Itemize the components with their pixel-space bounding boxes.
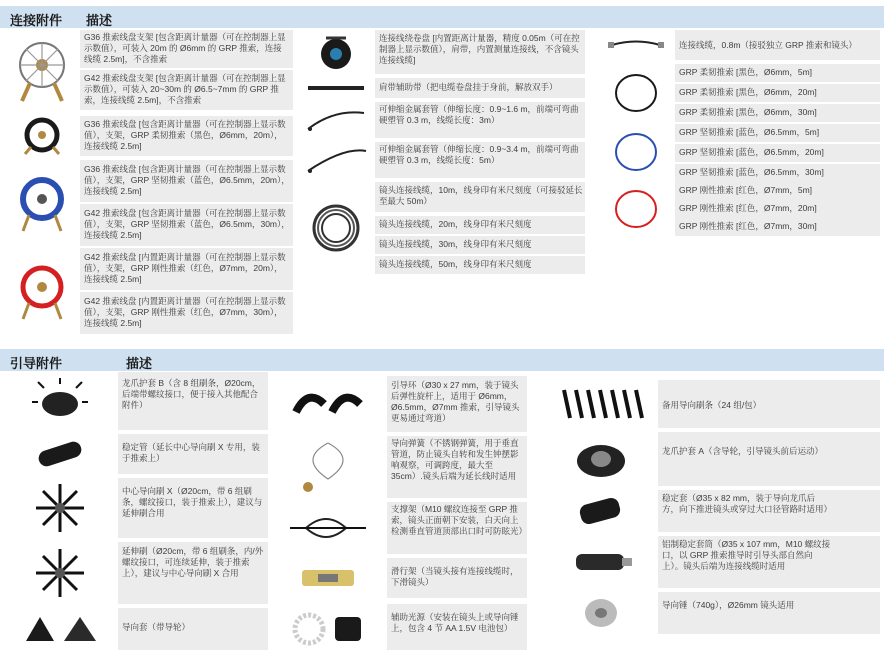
s2c3-row-2: [658, 432, 880, 486]
reel-red-image: [6, 248, 78, 334]
extension-brush-image: [6, 542, 114, 604]
s1c3-desc-8: GRP 刚性推索 [红色，Ø7mm，5m]: [679, 185, 813, 195]
s1c3-row-4: [675, 104, 880, 122]
s1c3-desc-4: GRP 柔韧推索 [黑色，Ø6mm，30m]: [679, 107, 817, 117]
s2c1-row-3: [118, 478, 268, 538]
s1c1-desc-7: G42 推索线盘 [内置距离计量器（可在控制器上显示数值），支架，GRP 刚性推索（红色，Ø7mm，30m），连接线缆 2.5m]: [84, 296, 286, 328]
guide-weight-image: [548, 592, 654, 634]
reel-blue-image: [6, 160, 78, 246]
s1c3-row-2: [675, 64, 880, 82]
brush-b-image: [6, 372, 114, 430]
s1c1-row-3: [80, 116, 293, 156]
s2c1-row-4: [118, 542, 268, 604]
s1c1-row-2: [80, 70, 293, 110]
s1c3-desc-10: GRP 刚性推索 [红色，Ø7mm，30m]: [679, 221, 817, 231]
section2-header: [0, 349, 884, 371]
spare-brushes-image: [548, 380, 654, 428]
s2c3-row-4: [658, 536, 880, 588]
s2c1-desc-4: 延伸刷（Ø20cm，带 6 组刷条，内/外螺纹接口，可连续延伸，装于推索上），建议与中心导向刷 X 合用: [122, 546, 264, 578]
s1c1-desc-2: G42 推索线盘支架 [包含距离计量器（可在控制器上显示数值），可装入 20~30m 的 Ø6.5~7mm 的 GRP 推索，连接线缆 2.5m]，不含推索: [84, 73, 286, 105]
section2-desc-label: 描述: [126, 356, 153, 371]
guide-ring-image: [272, 376, 384, 432]
grp-rod-black-image: [600, 64, 672, 122]
s2c1-desc-5: 导向套（带导轮）: [122, 622, 191, 632]
section1-header: [0, 6, 884, 28]
s2c1-desc-1: 龙爪护套 B（含 8 组刷条，Ø20cm，后端带螺纹接口，便于接入其他配合附件）: [122, 378, 261, 410]
s1c2-desc-6: 镜头连接线缆，20m，线身印有米尺刻度: [379, 219, 532, 229]
s1c3-row-5: [675, 124, 880, 142]
s2c2-row-3: [387, 502, 527, 554]
s1c2-desc-1: 连接线绕卷盘 [内置距离计量器，精度 0.05m（可在控制器上显示数值），肩带，内置测量连接线，不含镜头连接线缆]: [379, 33, 580, 65]
s2c2-desc-5: 辅助光源（安装在镜头上或导向锤上，包含 4 节 AA 1.5V 电池包）: [391, 612, 519, 633]
s1c2-desc-2: 肩带辅助带（把电缆卷盘挂于身前，解放双手）: [379, 82, 558, 92]
s1c3-row-7: [675, 164, 880, 182]
skid-frame-image: [272, 558, 384, 598]
s1c2-desc-4: 可伸缩金属套管（伸缩长度：0.9~3.4 m，前端可弯曲硬塑管 0.3 m，线缆长度：5m）: [379, 144, 579, 165]
section2-col-label: 引导附件: [10, 356, 63, 371]
s1c3-desc-1: 连接线缆，0.8m（接驳独立 GRP 推索和镜头）: [679, 40, 857, 50]
section1-col-label: 连接附件: [10, 13, 63, 28]
stabilizer-sleeve-image: [548, 490, 654, 532]
s1c1-row-1: [80, 30, 293, 68]
cable-drum-image: [300, 30, 372, 74]
s2c1-row-1: [118, 372, 268, 430]
s1c3-desc-6: GRP 坚韧推索 [蓝色，Ø6.5mm，20m]: [679, 147, 824, 157]
s2c2-row-2: [387, 436, 527, 498]
section1-desc-label: 描述: [86, 13, 113, 28]
s1c3-row-1: [675, 30, 880, 60]
s2c3-row-3: [658, 490, 880, 532]
s1c2-desc-7: 镜头连接线缆，30m，线身印有米尺刻度: [379, 239, 532, 249]
s2c3-desc-3: 稳定套（Ø35 x 82 mm，装于导向龙爪后方，向下推进镜头或穿过大口径管路时适用）: [662, 493, 833, 514]
s1c2-row-4: [375, 142, 585, 178]
s1c3-desc-9: GRP 刚性推索 [红色，Ø7mm，20m]: [679, 203, 817, 213]
s1c3-row-9: [675, 200, 880, 218]
telescopic-rod-long-image: [300, 142, 372, 178]
s1c3-row-10: [675, 218, 880, 236]
camera-cable-coil-image: [300, 182, 372, 274]
s1c2-desc-3: 可伸缩金属套管（伸缩长度：0.9~1.6 m，前端可弯曲硬塑管 0.3 m，线缆长度：3m）: [379, 104, 579, 125]
reel-black-image: [6, 116, 78, 156]
brush-a-image: [548, 432, 654, 486]
s1c2-row-1: [375, 30, 585, 74]
s1c2-row-2: [375, 78, 585, 98]
s1c2-row-7: [375, 236, 585, 254]
s2c2-row-4: [387, 558, 527, 598]
s1c3-row-6: [675, 144, 880, 162]
s2c3-desc-4: 铝制稳定套筒（Ø35 x 107 mm，M10 螺纹接口，以 GRP 推索推导时引导头部自然向上）。镜头后端为连接线缆时适用: [662, 539, 831, 571]
s1c1-desc-3: G36 推索线盘 [包含距离计量器（可在控制器上显示数值），支架，GRP 柔韧推索（黑色，Ø6mm，20m），连接线缆 2.5m]: [84, 119, 286, 151]
s1c3-desc-5: GRP 坚韧推索 [蓝色，Ø6.5mm，5m]: [679, 127, 820, 137]
s2c2-desc-2: 导向弹簧（不锈钢弹簧，用于垂直管道，防止镜头自转和发生钟摆影响观察，可调跨度，最大至 35cm）.镜头后端为延长线时适用: [391, 438, 519, 481]
s2c3-desc-2: 龙爪护套 A（含导轮，引导镜头前后运动）: [662, 446, 824, 456]
s1c1-row-5: [80, 204, 293, 246]
center-brush-x-image: [6, 478, 114, 538]
s2c1-row-2: [118, 434, 268, 474]
s1c3-desc-7: GRP 坚韧推索 [蓝色，Ø6.5mm，30m]: [679, 167, 824, 177]
s2c1-desc-2: 稳定管（延长中心导向刷 X 专用，装于推索上）: [122, 442, 260, 463]
grp-rod-red-image: [600, 182, 672, 236]
aux-light-image: [272, 604, 384, 650]
aluminum-sleeve-image: [548, 536, 654, 588]
s1c3-desc-2: GRP 柔韧推索 [黑色，Ø6mm，5m]: [679, 67, 813, 77]
guide-sleeve-image: [6, 608, 114, 650]
s2c1-row-5: [118, 608, 268, 650]
s2c2-desc-1: 引导环（Ø30 x 27 mm，装于镜头后弹性旋杆上，适用于 Ø6mm，Ø6.5mm，Ø7mm 推索，引导镜头更易通过弯道）: [391, 380, 520, 423]
s1c1-row-7: [80, 292, 293, 334]
stabilizer-tube-image: [6, 434, 114, 474]
s1c1-desc-1: G36 推索线盘支架 [包含距离计量器（可在控制器上显示数值），可装入 20m 的 Ø6mm 的 GRP 推索，连接线缆 2.5m]，不含推索: [84, 32, 286, 64]
s1c2-desc-8: 镜头连接线缆，50m，线身印有米尺刻度: [379, 259, 532, 269]
s2c3-row-5: [658, 592, 880, 634]
s2c1-desc-3: 中心导向刷 X（Ø20cm，带 6 组刷条，螺纹接口，装于推索上），建议与延伸刷合用: [122, 486, 263, 518]
s1c2-desc-5: 镜头连接线缆，10m，线身印有米尺刻度（可接驳延长至最大 50m）: [379, 185, 583, 206]
s2c3-row-1: [658, 380, 880, 428]
short-cable-image: [600, 30, 672, 60]
grp-rod-blue-image: [600, 124, 672, 180]
s2c2-desc-4: 滑行架（当镜头接有连接线缆时，下滑镜头）: [391, 566, 519, 587]
s2c3-desc-1: 备用导向刷条（24 组/包）: [662, 400, 762, 410]
guide-spring-image: [272, 436, 384, 498]
s1c2-row-3: [375, 102, 585, 138]
s1c3-row-3: [675, 84, 880, 102]
s1c1-desc-5: G42 推索线盘 [包含距离计量器（可在控制器上显示数值），支架，GRP 坚韧推索（蓝色，Ø6.5mm，30m），连接线缆 2.5m]: [84, 208, 290, 240]
s1c2-row-5: [375, 182, 585, 212]
s1c1-desc-4: G36 推索线盘 [包含距离计量器（可在控制器上显示数值），支架，GRP 坚韧推索（蓝色，Ø6.5mm，20m），连接线缆 2.5m]: [84, 164, 290, 196]
s2c2-row-1: [387, 376, 527, 432]
s1c3-row-8: [675, 182, 880, 200]
s2c2-row-5: [387, 604, 527, 650]
s1c2-row-8: [375, 256, 585, 274]
shoulder-strap-image: [300, 78, 372, 98]
s1c1-desc-6: G42 推索线盘 [内置距离计量器（可在控制器上显示数值），支架，GRP 刚性推索（红色，Ø7mm，20m），连接线缆 2.5m]: [84, 252, 286, 284]
s1c3-desc-3: GRP 柔韧推索 [黑色，Ø6mm，20m]: [679, 87, 817, 97]
support-frame-image: [272, 502, 384, 554]
s1c1-row-6: [80, 248, 293, 290]
s2c2-desc-3: 支撑架（M10 螺纹连接至 GRP 推索，镜头正面朝下安装，白天向上检测垂直管道顶部出口时可防眩光）: [391, 504, 528, 536]
s1c1-row-4: [80, 160, 293, 202]
telescopic-rod-short-image: [300, 102, 372, 138]
s1c2-row-6: [375, 216, 585, 234]
s2c3-desc-5: 导向锤（740g），Ø26mm 镜头适用: [662, 600, 795, 610]
reel-frame-g36-image: [6, 30, 78, 110]
